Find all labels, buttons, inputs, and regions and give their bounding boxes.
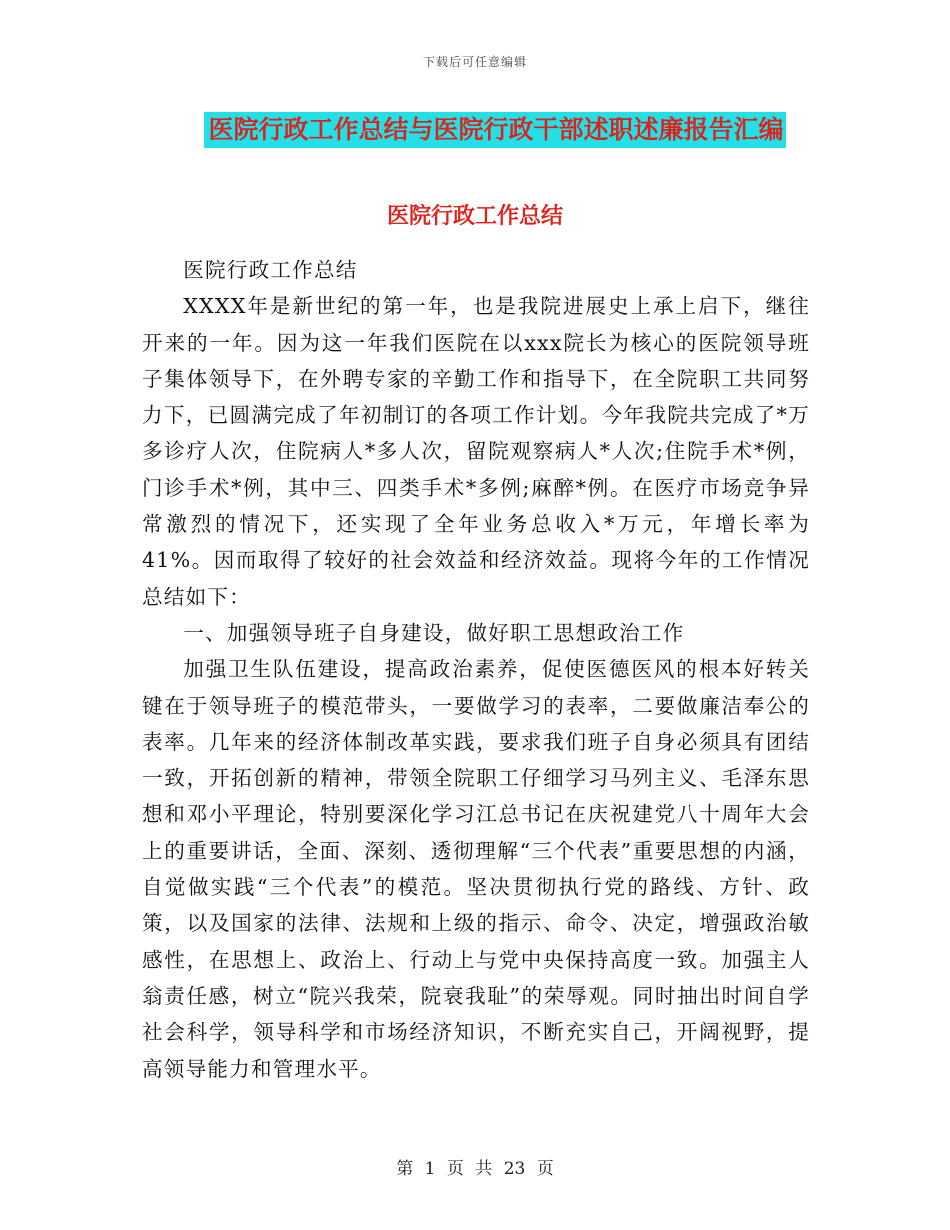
paragraph-body-1: 加强卫生队伍建设，提高政治素养，促使医德医风的根本好转关键在于领导班子的模范带头，一要做学习的表率，二要做廉洁奉公的表率。几年来的经济体制改革实践，要求我们班子自身必须具有团结一致，开拓创新的精神，带领全院职工仔细学习马列主义、毛泽东思想和邓小平理论，特别要深化学习江总书记在庆祝建党八十周年大会上的重要讲话，全面、深刻、透彻理解“三个代表”重要思想的内涵，自觉做实践“三个代表”的模范。坚决贯彻执行党的路线、方针、政策，以及国家的法律、法规和上级的指示、命令、决定，增强政治敏感性，在思想上、政治上、行动上与党中央保持高度一致。加强主人翁责任感，树立“院兴我荣，院衰我耻”的荣辱观。同时抽出时间自学社会科学，领导科学和市场经济知识，不断充实自己，开阔视野，提高领导能力和管理水平。 (142, 657, 810, 1081)
page-number: 第 1 页 共 23 页 (396, 1159, 554, 1179)
paragraph-subtitle: 医院行政工作总结 (183, 258, 358, 282)
document-title-container (0, 112, 950, 148)
section-title: 医院行政工作总结 (386, 204, 563, 229)
paragraph-heading-1: 一、加强领导班子自身建设，做好职工思想政治工作 (183, 620, 685, 645)
document-title: 医院行政工作总结与医院行政干部述职述廉报告汇编 (204, 112, 785, 148)
document-body (142, 252, 810, 1087)
paragraph-intro: XXXX年是新世纪的第一年，也是我院进展史上承上启下，继往开来的一年。因为这一年我们医院在以xxx院长为核心的医院领导班子集体领导下，在外聘专家的辛勤工作和指导下，在全院职工共同努力下，已圆满完成了年初制订的各项工作计划。今年我院共完成了*万多诊疗人次，住院病人*多人次，留院观察病人*人次;住院手术*例，门诊手术*例，其中三、四类手术*多例;麻醉*例。在医疗市场竞争异常激烈的情况下，还实现了全年业务总收入*万元，年增长率为41%。因而取得了较好的社会效益和经济效益。现将今年的工作情况总结如下： (142, 294, 810, 609)
header-note: 下载后可任意编辑 (422, 55, 527, 69)
